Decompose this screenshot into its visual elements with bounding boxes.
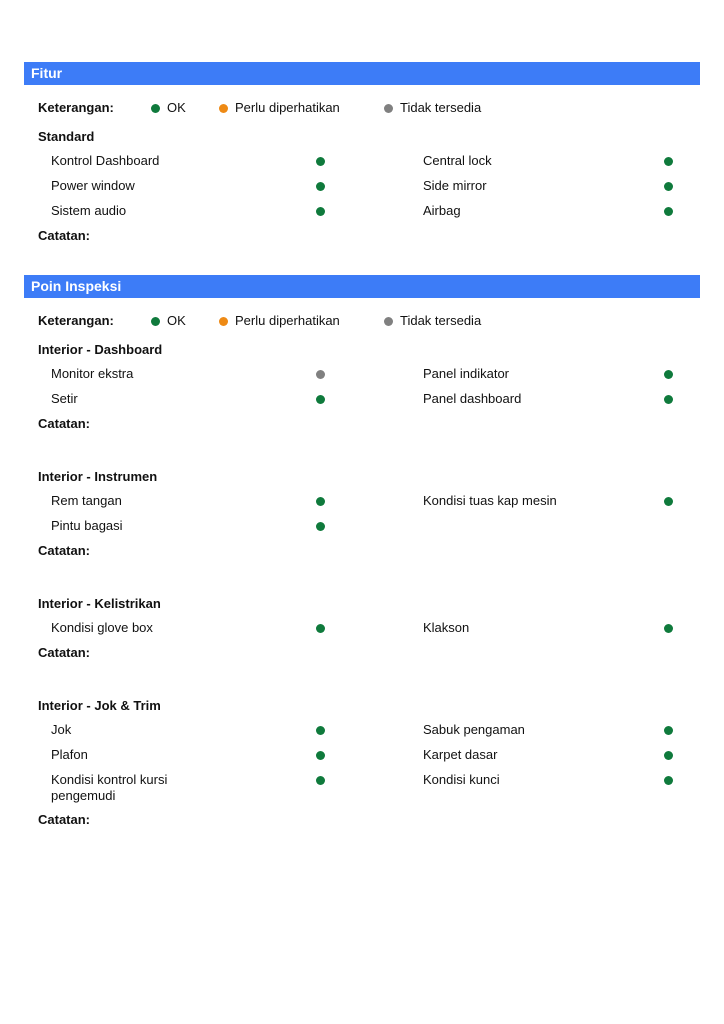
section-header-poin-inspeksi: Poin Inspeksi	[24, 275, 700, 298]
checklist-row	[0, 391, 724, 416]
checklist-row	[0, 493, 724, 518]
status-ok-icon	[664, 207, 673, 216]
section-header-fitur: Fitur	[24, 62, 700, 85]
legend-warn	[219, 311, 340, 331]
warn-dot-icon	[219, 104, 228, 113]
status-ok-icon	[316, 182, 325, 191]
legend-warn-text: Perlu diperhatikan	[235, 313, 340, 328]
item-label: Sabuk pengaman	[423, 722, 525, 737]
group-rows	[0, 620, 724, 645]
status-ok-icon	[316, 726, 325, 735]
legend-label: Keterangan:	[38, 313, 114, 328]
item-label: Pintu bagasi	[51, 518, 123, 533]
checklist-row	[0, 747, 724, 772]
group-rows	[0, 153, 724, 228]
group-title: Interior - Instrumen	[38, 469, 158, 484]
status-ok-icon	[664, 726, 673, 735]
legend-na	[384, 311, 481, 331]
legend-ok	[151, 311, 186, 331]
group-interior-kelistrikan	[0, 595, 724, 661]
item-label: Airbag	[423, 203, 461, 218]
checklist-row	[0, 620, 724, 645]
group-title: Standard	[38, 129, 95, 144]
group-title: Interior - Kelistrikan	[38, 596, 161, 611]
group-interior-dashboard	[0, 341, 724, 432]
status-ok-icon	[316, 776, 325, 785]
item-label: Kondisi tuas kap mesin	[423, 493, 557, 508]
checklist-row	[0, 153, 724, 178]
legend-warn-text: Perlu diperhatikan	[235, 100, 340, 115]
group-interior-instrumen	[0, 468, 724, 559]
item-label: Panel dashboard	[423, 391, 522, 406]
checklist-row	[0, 722, 724, 747]
status-ok-icon	[664, 370, 673, 379]
item-label: Plafon	[51, 747, 88, 762]
na-dot-icon	[384, 104, 393, 113]
status-ok-icon	[316, 395, 325, 404]
status-ok-icon	[664, 776, 673, 785]
status-ok-icon	[664, 157, 673, 166]
status-ok-icon	[664, 624, 673, 633]
note-label: Catatan:	[38, 812, 91, 827]
legend-na-text: Tidak tersedia	[400, 313, 482, 328]
group-title: Interior - Jok & Trim	[38, 698, 161, 713]
item-label: Monitor ekstra	[51, 366, 134, 381]
item-label: Panel indikator	[423, 366, 509, 381]
status-ok-icon	[316, 751, 325, 760]
note-label: Catatan:	[38, 645, 91, 660]
legend-ok-text: OK	[167, 313, 186, 328]
group-rows	[0, 493, 724, 543]
item-label: Karpet dasar	[423, 747, 498, 762]
legend-warn	[219, 98, 340, 118]
group-rows	[0, 722, 724, 812]
ok-dot-icon	[151, 104, 160, 113]
legend-poin	[0, 311, 724, 331]
warn-dot-icon	[219, 317, 228, 326]
group-title: Interior - Dashboard	[38, 342, 163, 357]
item-label: Rem tangan	[51, 493, 122, 508]
status-ok-icon	[316, 624, 325, 633]
item-label: Central lock	[423, 153, 492, 168]
group-interior-jok-trim	[0, 697, 724, 828]
item-label: Kondisi kunci	[423, 772, 500, 787]
status-ok-icon	[316, 522, 325, 531]
item-label: Setir	[51, 391, 78, 406]
item-label: Klakson	[423, 620, 470, 635]
checklist-row	[0, 366, 724, 391]
na-dot-icon	[384, 317, 393, 326]
checklist-row	[0, 178, 724, 203]
status-ok-icon	[316, 207, 325, 216]
status-ok-icon	[664, 751, 673, 760]
legend-ok-text: OK	[167, 100, 186, 115]
item-label: Kondisi glove box	[51, 620, 153, 635]
item-label: Kontrol Dashboard	[51, 153, 160, 168]
status-ok-icon	[664, 182, 673, 191]
status-ok-icon	[316, 497, 325, 506]
item-label: Power window	[51, 178, 135, 193]
item-label: Jok	[51, 722, 72, 737]
checklist-row	[0, 203, 724, 228]
legend-ok	[151, 98, 186, 118]
checklist-row	[0, 518, 724, 543]
status-ok-icon	[664, 395, 673, 404]
legend-na-text: Tidak tersedia	[400, 100, 482, 115]
item-label: Sistem audio	[51, 203, 127, 218]
ok-dot-icon	[151, 317, 160, 326]
group-standard	[0, 128, 724, 244]
note-label: Catatan:	[38, 228, 91, 243]
checklist-row	[0, 772, 724, 812]
legend-na	[384, 98, 481, 118]
note-label: Catatan:	[38, 543, 91, 558]
group-rows	[0, 366, 724, 416]
status-na-icon	[316, 370, 325, 379]
legend-label: Keterangan:	[38, 100, 114, 115]
status-ok-icon	[664, 497, 673, 506]
legend-fitur	[0, 98, 724, 118]
note-label: Catatan:	[38, 416, 91, 431]
status-ok-icon	[316, 157, 325, 166]
item-label: Side mirror	[423, 178, 487, 193]
item-label: Kondisi kontrol kursi pengemudi	[51, 772, 168, 803]
